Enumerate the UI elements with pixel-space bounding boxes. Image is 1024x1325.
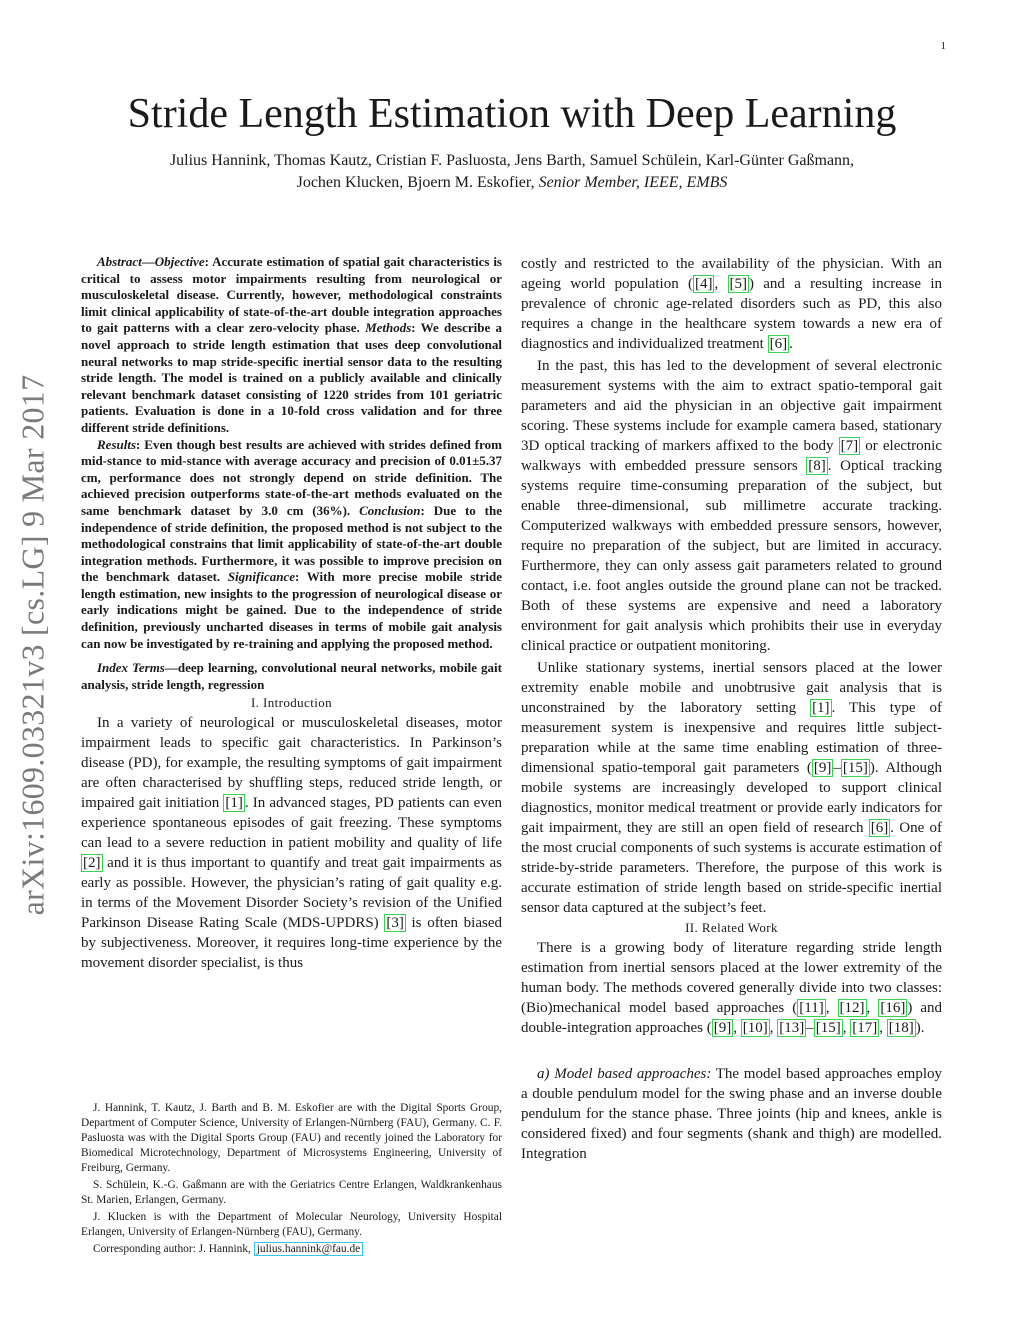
abstract-objective: Abstract—Objective: Accurate estimation of spatial gait characteristics is critical to assess motor impairments resulting from neurological or musculoskeletal disease. Currently, however, methodological constraints limit clinical applicability of state-of-the-art double integration approaches to gait patterns with a clear zero-velocity phase. Methods: We describe a novel approach to stride length estimation that uses deep convolutional neural networks to map stride-specific inertial sensor data to the resulting stride length. The model is trained on a publicly available and clinically relevant benchmark dataset consisting of 1220 strides from 101 geriatric patients. Evaluation is done in a 10-fold cross validation and for three different stride definitions. <box>81 254 503 435</box>
index-terms <box>81 660 502 693</box>
citation-link[interactable]: [17] <box>852 1020 878 1036</box>
body-text: ) and a resulting increase in prevalence of chronic age-related disorders such as PD, this also requires a change in the healthcare system towards a new era of diagnostics and individualized treatment <box>521 276 942 352</box>
body-text: ) and double-integration approaches ( <box>521 1000 943 1036</box>
page-number: 1 <box>940 40 946 52</box>
section-heading-related-work: II. Related Work <box>685 920 778 935</box>
intro-text-b: . In advanced stages, PD patients can even experience spontaneous episodes of gait freezing. These symptoms can lead to a severe reduction in patient mobility and quality of life <box>81 795 503 852</box>
author-role: Senior Member, IEEE, EMBS <box>538 174 728 191</box>
body-text: ). Although mobile systems are increasingly developed to support clinical diagnostics, monitor medical treatment or provide early indicators for gait impairment, they are still an open field of research <box>521 760 942 836</box>
separator: , <box>769 1020 778 1036</box>
separator: – <box>806 1020 814 1036</box>
body-text: The model based approaches employ a double pendulum model for the swing phase and an inverse double pendulum for the stance phase. Three joints (hip and knees, ankle is considered fixed) and four segments (shank and thigh) are modelled. Integration <box>521 1066 942 1162</box>
separator: , <box>733 1020 741 1036</box>
citation-link[interactable]: [1] <box>225 795 243 812</box>
citation-link[interactable]: [4] <box>694 276 713 292</box>
separator: , <box>714 276 728 292</box>
body-text: costly and restricted to the availability of the physician. With an ageing world population ( <box>521 256 942 292</box>
significance-text: : With more precise mobile stride length estimation, new insights to the progression of neurological disease or early indications might be gained. Due to the independence of stride definition, previously uncharted diseases in terms of mobile gait analysis can now be investigated by re-training and applying the proposed method. <box>81 569 503 651</box>
separator: – <box>833 760 841 776</box>
corresponding-author-text: Corresponding author: J. Hannink, <box>93 1243 254 1255</box>
separator: , <box>866 1000 879 1016</box>
subsection-paragraph <box>521 1064 942 1164</box>
intro-paragraph <box>81 713 502 973</box>
citation-link[interactable]: [16] <box>880 1000 906 1016</box>
separator: ). <box>915 1020 925 1036</box>
separator: . <box>789 336 793 352</box>
authors-line-2 <box>90 172 934 194</box>
authors-line-1: Julius Hannink, Thomas Kautz, Cristian F. Pasluosta, Jens Barth, Samuel Schülein, Karl-Günter Gaßmann, <box>169 152 855 169</box>
body-text: . Optical tracking systems require time-consuming preparation of the subject, but enable three-dimensional, sub millimetre accurate tracking. Computerized walkways with embedded pressure sensors, however, require no preparation of the subject, but are limited in accuracy. Furthermore, they can only assess gait parameters related to ground contact, i.e. foot angles outside the ground plane can not be tracked. Both of these systems are expensive and need a laboratory environment for gait analysis which prohibits their use in everyday clinical practice or outpatient monitoring. <box>521 458 942 654</box>
citation-link[interactable]: [10] <box>742 1020 768 1036</box>
citation-link[interactable]: [9] <box>813 760 832 776</box>
footnotes <box>81 1101 502 1259</box>
body-text: There is a growing body of literature regarding stride length estimation from inertial sensors placed at the lower extremity of the human body. The methods covered generally divide into two classes: (Bio)mechanical model based approaches ( <box>521 940 942 1016</box>
intro-text-d: is often biased by subjectiveness. Moreover, it requires long-time experience by the movement disorder specialist, is thus <box>81 915 502 972</box>
author-list <box>90 150 934 194</box>
footnote-affiliation-3: J. Klucken is with the Department of Molecular Neurology, University Hospital Erlangen, University of Erlangen-Nürnberg (FAU), Germany. <box>81 1211 502 1238</box>
objective-text: : Accurate estimation of spatial gait characteristics is critical to assess motor impairments resulting from neurological or musculoskeletal disease. Currently, however, methodological constraints limit clinical applicability of state-of-the-art double integration approaches to gait patterns with a clear zero-velocity phase. <box>81 254 502 336</box>
citation-link[interactable]: [5] <box>729 276 747 292</box>
citation-link[interactable]: [6] <box>870 820 889 836</box>
body-text: Unlike stationary systems, inertial sensors placed at the lower extremity enable mobile and unobtrusive gait analysis that is unconstrained by the laboratory setting <box>521 660 942 716</box>
subsection-label: a) Model based approaches: <box>537 1066 712 1082</box>
methods-text: : We describe a novel approach to stride length estimation that uses deep convolutional neural networks to map stride-specific inertial sensor data to the resulting stride length. The model is trained on a publicly available and clinically relevant benchmark dataset consisting of 1220 strides from 101 geriatric patients. Evaluation is done in a 10-fold cross validation and for three different stride definitions. <box>81 320 503 435</box>
citation-link[interactable]: [11] <box>799 1000 824 1016</box>
citation-link[interactable]: [8] <box>808 458 826 474</box>
conclusion-label: Conclusion <box>359 502 421 518</box>
body-paragraph-continued <box>521 254 942 354</box>
separator: , <box>879 1020 887 1036</box>
body-paragraph <box>521 658 942 918</box>
body-paragraph <box>521 938 942 1038</box>
citation-link[interactable]: [15] <box>815 1020 841 1036</box>
methods-label: Methods <box>365 320 412 336</box>
citation-link[interactable]: [3] <box>386 915 404 932</box>
body-text: . One of the most crucial components of such systems is accurate estimation of stride-by-stride parameters. Therefore, the purpose of this work is accurate estimation of stride length based on stride-specific inertial sensor data captured at the subject’s feet. <box>521 820 942 916</box>
footnote-corresponding <box>81 1242 502 1257</box>
results-text: : Even though best results are achieved with strides defined from mid-stance to mid-stance with average accuracy and precision of 0.01±5.37 cm, performance does not strongly depend on stride definition. The achieved precision outperforms state-of-the-art methods evaluated on the same benchmark dataset by 3.0 cm (36%). <box>81 436 502 518</box>
section-heading-introduction: I. Introduction <box>250 695 333 711</box>
citation-link[interactable]: [1] <box>812 700 830 716</box>
citation-link[interactable]: [18] <box>888 1020 914 1036</box>
intro-text-a: In a variety of neurological or musculoskeletal diseases, motor impairment leads to specific gait characteristics. In Parkinson’s disease (PD), for example, the resulting symptoms of gait impairment are often characterised by shuffling steps, reduced stride length, or impaired gait initiation <box>81 715 502 812</box>
left-column <box>81 254 502 973</box>
results-label: Results <box>97 436 137 452</box>
footnote-affiliation-2: S. Schülein, K.-G. Gaßmann are with the Geriatrics Centre Erlangen, Waldkrankenhaus St. Marien, Erlangen, Germany. <box>81 1179 502 1206</box>
body-paragraph <box>521 356 942 656</box>
citation-link[interactable]: [12] <box>839 1000 865 1016</box>
paper-title: Stride Length Estimation with Deep Learning <box>127 91 897 137</box>
citation-link[interactable]: [13] <box>779 1020 805 1036</box>
footnote-affiliation-1: J. Hannink, T. Kautz, J. Barth and B. M. Eskofier are with the Digital Sports Group, Department of Computer Science, University of Erlangen-Nürnberg (FAU), Germany. C. F. Pasluosta was with the Digital Sports Group (FAU) and recently joined the Laboratory for Biomedical Microtechnology, Department of Microsystems Engineering, University of Freiburg, Germany. <box>81 1102 502 1174</box>
citation-link[interactable]: [9] <box>713 1020 732 1036</box>
objective-label: Objective <box>154 254 205 269</box>
citation-link[interactable]: [6] <box>769 336 788 352</box>
abstract-results <box>81 437 502 653</box>
body-text: In the past, this has led to the development of several electronic measurement systems with the aim to extract spatio-temporal gait parameters and aid the physician in an objective gait impairment scoring. These systems include for example camera based, stationary 3D optical tracking of markers affixed to the body <box>521 358 942 454</box>
conclusion-text: : Due to the independence of stride definition, the proposed method is not subject to the methodological constrains that limit applicability of state-of-the-art double integration methods. Furthermore, it was possible to improve precision on the benchmark dataset. <box>81 502 503 585</box>
significance-label: Significance <box>227 569 295 585</box>
separator: , <box>842 1020 851 1036</box>
right-column <box>521 254 942 1164</box>
citation-link[interactable]: [7] <box>840 438 859 454</box>
body-text: or electronic walkways with embedded pressure sensors <box>521 438 943 474</box>
index-terms-text: —deep learning, convolutional neural networks, mobile gait analysis, stride length, regression <box>81 660 502 692</box>
citation-link[interactable]: [2] <box>83 855 101 872</box>
separator: , <box>825 1000 838 1016</box>
body-text: . This type of measurement system is inexpensive and requires little subject-preparation while at the same time enabling estimation of three-dimensional spatio-temporal gait parameters ( <box>521 700 942 776</box>
arxiv-identifier: arXiv:1609.03321v3 [cs.LG] 9 Mar 2017 <box>14 374 51 916</box>
email-link[interactable]: julius.hannink@fau.de <box>254 1242 364 1256</box>
arxiv-sidebar <box>8 355 58 935</box>
citation-link[interactable]: [15] <box>842 760 868 776</box>
abstract-label: Abstract <box>97 254 142 269</box>
abstract <box>81 254 502 652</box>
index-terms-label: Index Terms <box>97 660 165 676</box>
authors-line-2-names: Jochen Klucken, Bjoern M. Eskofier, <box>296 174 535 191</box>
intro-text-c: and it is thus important to quantify and treat gait impairments as early as possible. However, the physician’s rating of gait quality e.g. in terms of the Movement Disorder Society’s revision of the Unified Parkinson Disease Rating Scale (MDS-UPDRS) <box>81 855 502 932</box>
